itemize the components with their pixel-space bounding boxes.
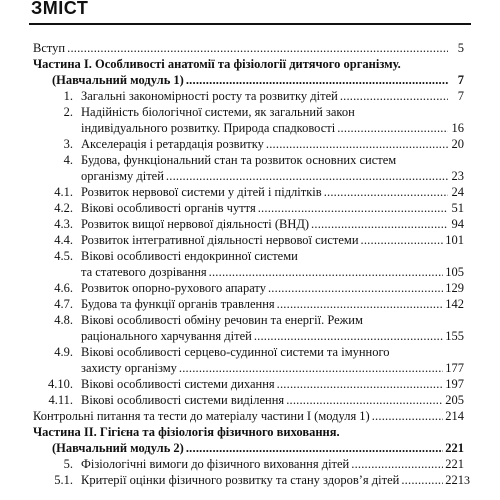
toc-line-number: 4.5. (54, 249, 73, 263)
toc-leader-dots (186, 440, 443, 456)
toc-line-number: 2. (63, 105, 73, 119)
toc-line (33, 104, 464, 120)
toc-line-text: та статевого дозрівання (81, 265, 207, 279)
toc-line (33, 472, 464, 488)
page-title: ЗМІСТ (31, 0, 89, 18)
toc-line-page: 155 (445, 329, 464, 343)
toc-line-page: 105 (445, 265, 464, 279)
toc-line-text: Частина І. Особливості анатомії та фізіології дитячого організму. (33, 57, 401, 71)
toc-line-number: 4.7. (54, 297, 73, 311)
toc-line-text: захисту організму (81, 361, 177, 375)
toc-line-page: 221 (445, 441, 464, 455)
toc-line (33, 296, 464, 312)
toc-leader-dots (258, 200, 448, 216)
toc-line-text: Вікові особливості серцево-судинної системи та імунного (81, 345, 390, 359)
toc-line-number: 4.9. (54, 345, 73, 359)
toc-line-text: Вікові особливості системи виділення (81, 393, 285, 407)
toc-line-page: 5 (457, 41, 464, 55)
toc-line (33, 360, 464, 376)
toc-line-number: 4.11. (48, 393, 73, 407)
page-number: 3 (464, 473, 470, 487)
toc-line-text: (Навчальний модуль 1) (52, 73, 184, 87)
toc-line (33, 232, 464, 248)
toc-leader-dots (337, 120, 448, 136)
toc-line-text: Частина ІІ. Гігієна та фізіологія фізичного виховання. (33, 425, 340, 439)
toc-line-text: Акселерація і ретардація розвитку (81, 137, 264, 151)
toc-leader-dots (361, 232, 444, 248)
toc-leader-dots (372, 408, 444, 424)
toc-line-text: організму дітей (81, 169, 164, 183)
toc-line-page: 101 (445, 233, 464, 247)
toc-line-number: 3. (63, 137, 73, 151)
toc-line (33, 328, 464, 344)
toc-line-page: 94 (451, 217, 464, 231)
toc-line-number: 4.2. (54, 201, 73, 215)
toc-line-page: 7 (457, 73, 464, 87)
toc-line-page: 20 (451, 137, 464, 151)
toc-line (33, 440, 464, 456)
toc-line-page: 51 (451, 201, 464, 215)
toc-line (33, 344, 464, 360)
toc-line (33, 184, 464, 200)
toc-line (33, 312, 464, 328)
toc-line-page: 24 (451, 185, 464, 199)
toc-line-text: Розвиток вищої нервової діяльності (ВНД) (81, 217, 310, 231)
toc-leader-dots (277, 376, 444, 392)
toc-line-page: 205 (445, 393, 464, 407)
toc-line-number: 1. (63, 89, 73, 103)
toc-line-number: 4.3. (54, 217, 73, 231)
toc-leader-dots (67, 40, 448, 56)
toc-line-text: Надійність біологічної системи, як загальний закон (81, 105, 355, 119)
toc-leader-dots (351, 456, 443, 472)
toc-line (33, 376, 464, 392)
toc-leader-dots (268, 280, 443, 296)
toc-leader-dots (286, 392, 443, 408)
toc-line (33, 40, 464, 56)
toc-leader-dots (266, 136, 448, 152)
toc-line-number: 5.1. (54, 473, 73, 487)
toc-leader-dots (166, 168, 448, 184)
toc-line (33, 168, 464, 184)
toc-line-text: Загальні закономірності росту та розвитку дітей (81, 89, 338, 103)
toc-line (33, 264, 464, 280)
toc-line-text: раціонального харчування дітей (81, 329, 252, 343)
toc-line-number: 4.8. (54, 313, 73, 327)
toc-line (33, 392, 464, 408)
toc-line (33, 424, 464, 440)
toc-line-text: Контрольні питання та тести до матеріалу частини І (модуля 1) (33, 409, 370, 423)
toc-line-text: індивідуального розвитку. Природа спадковості (81, 121, 336, 135)
toc-line (33, 136, 464, 152)
toc-leader-dots (401, 472, 443, 488)
toc-leader-dots (179, 360, 443, 376)
toc-line (33, 248, 464, 264)
toc-line (33, 72, 464, 88)
toc-line-page: 197 (445, 377, 464, 391)
toc-line (33, 200, 464, 216)
toc-line-page: 16 (451, 121, 464, 135)
toc-line-number: 4.4. (54, 233, 73, 247)
toc-line (33, 88, 464, 104)
toc-line-page: 129 (445, 281, 464, 295)
toc-line-text: Будова та функції органів травлення (81, 297, 275, 311)
toc-line-text: Вступ (33, 41, 66, 55)
toc-line-text: Вікові особливості системи дихання (81, 377, 275, 391)
toc-line (33, 408, 464, 424)
toc-line-number: 4.10. (48, 377, 73, 391)
toc-line-text: Вікові особливості органів чуття (81, 201, 256, 215)
toc-leader-dots (311, 216, 448, 232)
toc-line-text: Фізіологічні вимоги до фізичного виховання дітей (81, 457, 350, 471)
toc-line-text: Розвиток інтегративної діяльності нервової системи (81, 233, 359, 247)
toc-line-text: Вікові особливості обміну речовин та енергії. Режим (81, 313, 363, 327)
toc-line-page: 214 (445, 409, 464, 423)
toc-line (33, 120, 464, 136)
toc-line-text: Розвиток опорно-рухового апарату (81, 281, 266, 295)
toc-line-page: 177 (445, 361, 464, 375)
toc-line-text: Критерії оцінки фізичного розвитку та стану здоров’я дітей (81, 473, 400, 487)
toc-line-page: 7 (457, 89, 464, 103)
toc-line (33, 152, 464, 168)
toc-line-number: 5. (63, 457, 73, 471)
toc-leader-dots (186, 72, 448, 88)
toc-leader-dots (340, 88, 448, 104)
toc-line-number: 4. (63, 153, 73, 167)
toc-leader-dots (254, 328, 443, 344)
toc-line-number: 4.6. (54, 281, 73, 295)
title-underline (29, 23, 471, 25)
toc-leader-dots (209, 264, 444, 280)
toc-line-page: 142 (445, 297, 464, 311)
toc-line-text: Вікові особливості ендокринної системи (81, 249, 298, 263)
toc-line-page: 221 (445, 457, 464, 471)
toc-line (33, 456, 464, 472)
toc-line (33, 216, 464, 232)
toc-line-page: 23 (451, 169, 464, 183)
toc-line-text: Будова, функціональний стан та розвиток основних систем (81, 153, 397, 167)
toc-line-text: Розвиток нервової системи у дітей і підлітків (81, 185, 322, 199)
toc-line-number: 4.1. (54, 185, 73, 199)
toc-leader-dots (324, 184, 448, 200)
toc-line-text: (Навчальний модуль 2) (52, 441, 184, 455)
toc-line (33, 280, 464, 296)
toc-line (33, 56, 464, 72)
toc-line-page: 221 (445, 473, 464, 487)
toc-leader-dots (277, 296, 444, 312)
